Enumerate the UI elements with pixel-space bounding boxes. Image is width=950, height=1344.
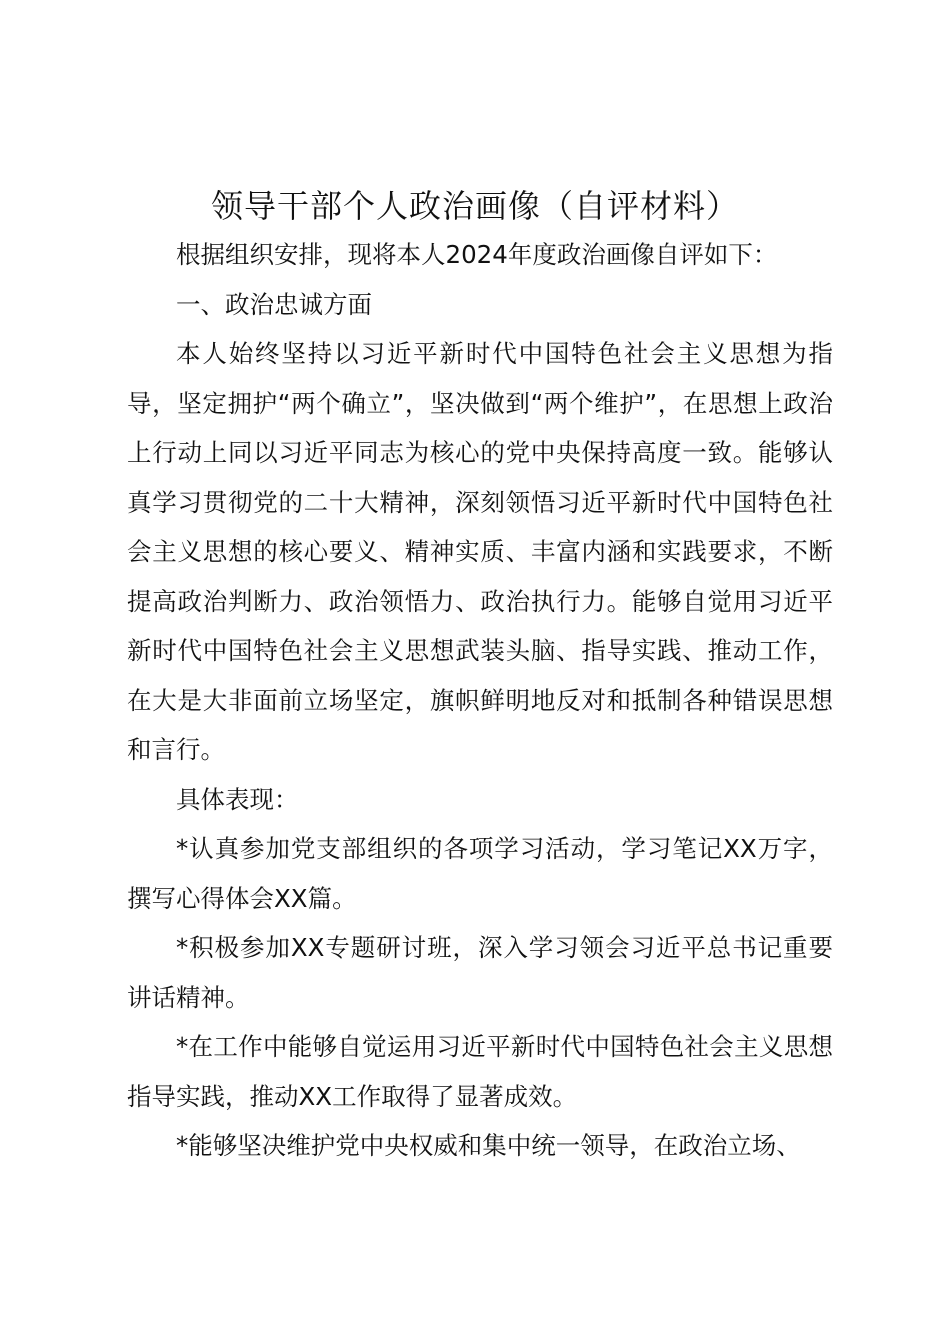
bullet-paragraph: *在工作中能够自觉运用习近平新时代中国特色社会主义思想指导实践，推动XX工作取得了显著成效。 (127, 1032, 833, 1111)
bullet-paragraph: *能够坚决维护党中央权威和集中统一领导，在政治立场、 (176, 1131, 801, 1160)
document-title: 领导干部个人政治画像（自评材料） (210, 187, 739, 225)
bullet-paragraph: *认真参加党支部组织的各项学习活动，学习笔记XX万字，撰写心得体会XX篇。 (127, 834, 833, 913)
body-paragraph: 本人始终坚持以习近平新时代中国特色社会主义思想为指导，坚定拥护“两个确立”，坚决做到“两个维护”，在思想上政治上行动上同以习近平同志为核心的党中央保持高度一致。能够认真学习贯彻党的二十大精神，深刻领悟习近平新时代中国特色社会主义思想的核心要义、精神实质、丰富内涵和实践要求，不断提高政治判断力、政治领悟力、政治执行力。能够自觉用习近平新时代中国特色社会主义思想武装头脑、指导实践、推动工作，在大是大非面前立场坚定，旗帜鲜明地反对和抵制各种错误思想和言行。 (127, 339, 833, 764)
document-body (127, 230, 833, 1171)
intro-paragraph: 根据组织安排，现将本人2024年度政治画像自评如下： (176, 240, 778, 269)
subheading: 具体表现： (176, 784, 299, 814)
bullet-paragraph: *积极参加XX专题研讨班，深入学习领会习近平总书记重要讲话精神。 (127, 933, 833, 1012)
section-heading: 一、政治忠诚方面 (176, 289, 372, 319)
